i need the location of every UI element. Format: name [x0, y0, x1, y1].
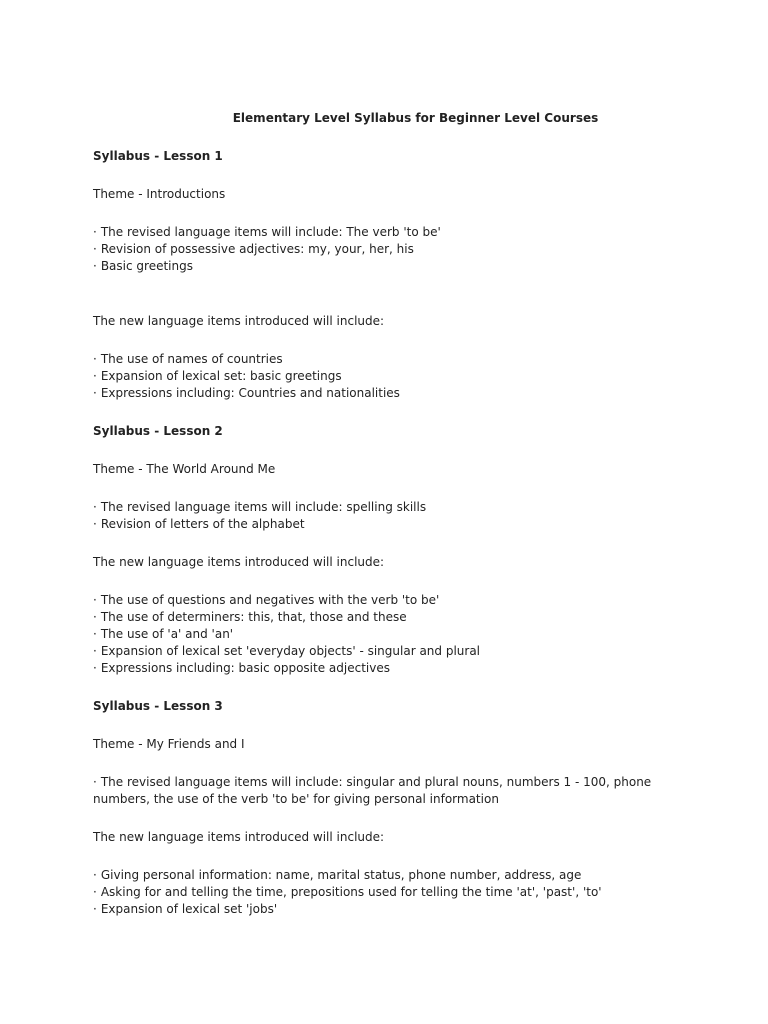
lesson-3-section — [93, 698, 708, 918]
lesson-2-heading: Syllabus - Lesson 2 — [93, 424, 223, 438]
list-item: · Revision of letters of the alphabet — [93, 516, 708, 533]
lesson-1-theme: Theme - Introductions — [93, 187, 226, 201]
list-item: · Basic greetings — [93, 258, 708, 275]
list-item: · Expansion of lexical set 'jobs' — [93, 901, 708, 918]
list-item: · Asking for and telling the time, prepositions used for telling the time 'at', 'past', 'to' — [93, 884, 708, 901]
list-item: · Expressions including: basic opposite adjectives — [93, 660, 708, 677]
list-item: · Expansion of lexical set: basic greetings — [93, 368, 708, 385]
lesson-2-revised-list — [93, 499, 708, 533]
list-item: · The revised language items will include: singular and plural nouns, numbers 1 - 100, phone numbers, the use of the verb 'to be' for giving personal information — [93, 774, 708, 808]
list-item: · The use of 'a' and 'an' — [93, 626, 708, 643]
list-item: · Giving personal information: name, marital status, phone number, address, age — [93, 867, 708, 884]
list-item: · Expressions including: Countries and nationalities — [93, 385, 708, 402]
list-item: · The use of questions and negatives with the verb 'to be' — [93, 592, 708, 609]
lesson-1-new-intro: The new language items introduced will include: — [93, 314, 385, 328]
document-title: Elementary Level Syllabus for Beginner Level Courses — [232, 111, 599, 125]
list-item: · Revision of possessive adjectives: my, your, her, his — [93, 241, 708, 258]
list-item: · Expansion of lexical set 'everyday objects' - singular and plural — [93, 643, 708, 660]
list-item: · The use of names of countries — [93, 351, 708, 368]
lesson-2-new-intro: The new language items introduced will include: — [93, 555, 385, 569]
lesson-3-heading: Syllabus - Lesson 3 — [93, 699, 223, 713]
lesson-3-theme: Theme - My Friends and I — [93, 737, 245, 751]
list-item: · The revised language items will include: The verb 'to be' — [93, 224, 708, 241]
lesson-1-new-list — [93, 351, 708, 402]
lesson-1-revised-list — [93, 224, 708, 275]
list-item: · The revised language items will include: spelling skills — [93, 499, 708, 516]
lesson-3-new-list — [93, 867, 708, 918]
lesson-3-new-intro: The new language items introduced will include: — [93, 830, 385, 844]
lesson-2-new-list — [93, 592, 708, 677]
lesson-3-revised-list — [93, 774, 708, 808]
list-item: · The use of determiners: this, that, those and these — [93, 609, 708, 626]
lesson-1-section — [93, 148, 708, 402]
lesson-1-heading: Syllabus - Lesson 1 — [93, 149, 223, 163]
lesson-2-theme: Theme - The World Around Me — [93, 462, 276, 476]
lesson-2-section — [93, 423, 708, 677]
